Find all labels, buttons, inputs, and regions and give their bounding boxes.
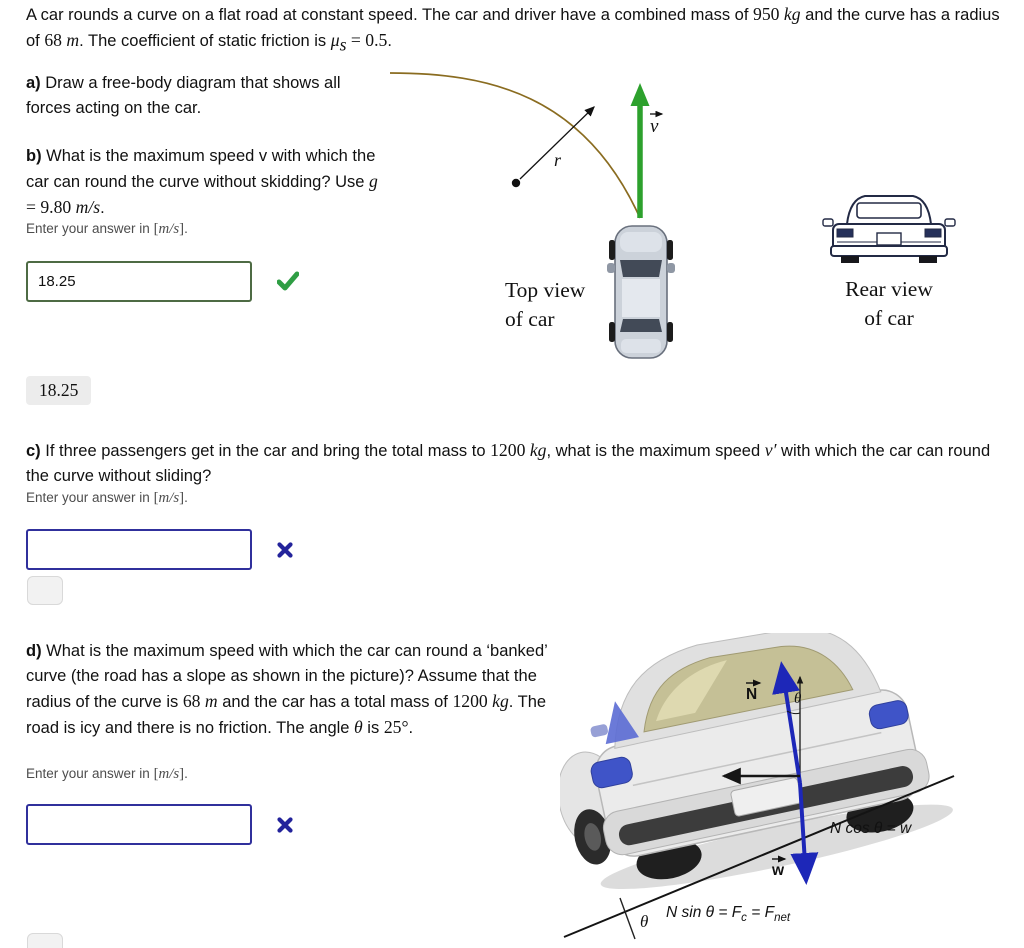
incline-angle-tick bbox=[620, 898, 635, 939]
normal-force-label: N bbox=[746, 686, 758, 703]
correct-check-icon bbox=[277, 271, 299, 296]
part-d-unit-hint: Enter your answer in [m/s]. bbox=[26, 766, 188, 782]
problem-intro: A car rounds a curve on a flat road at constant speed. The car and driver have a combined mass of 950 kg and the curve has a radius of 68 m. The coefficient of static friction is $\mu_s = 0.5$. bbox=[26, 4, 1000, 55]
part-c-text: c) If three passengers get in the car and bring the total mass to 1200 kg, what is the maximum speed v′ with which the car can round the curve without sliding? bbox=[26, 440, 991, 485]
rear-view-caption-line2: of car bbox=[864, 306, 914, 330]
ncos-equation: N cos θ = w bbox=[830, 820, 912, 837]
part-c-unit-hint: Enter your answer in [m/s]. bbox=[26, 490, 188, 506]
previous-answer-chip: 18.25 bbox=[26, 376, 91, 405]
top-view-caption-line1: Top view bbox=[505, 278, 586, 302]
nsin-equation: N $\sin \theta = F_c = F_{net}$ bbox=[666, 904, 791, 924]
part-b-text: b) What is the maximum speed v with which the car can round the curve without skidding? Use g = 9.80 m/s. bbox=[26, 147, 378, 217]
radius-label: r bbox=[554, 150, 562, 170]
weight-label: w bbox=[772, 862, 785, 879]
car-rear-view-drawing bbox=[823, 196, 955, 263]
answer-b-input[interactable] bbox=[26, 261, 252, 302]
banked-curve-figure bbox=[560, 633, 956, 948]
part-a-text: a) Draw a free-body diagram that shows all forces acting on the car. bbox=[26, 74, 341, 117]
part-d-text: d) What is the maximum speed with which the car can round a ‘banked’ curve (the road has a slope as shown in the picture)? Assume that the radius of the curve is 68 m and the car has a total mass of 1200 kg. The road is icy and there is no friction. The angle θ is 25°. bbox=[26, 642, 548, 737]
velocity-label: v bbox=[650, 116, 659, 137]
car-top-view-drawing bbox=[607, 226, 675, 358]
empty-answer-chip bbox=[27, 576, 63, 605]
answer-d-input[interactable] bbox=[26, 804, 252, 845]
radius-origin-dot bbox=[512, 179, 520, 187]
answer-c-input[interactable] bbox=[26, 529, 252, 570]
incline-angle-label: θ bbox=[640, 912, 649, 931]
car-banked-drawing bbox=[560, 633, 956, 909]
theta-top-label: θ bbox=[794, 691, 802, 707]
wrong-x-icon-d bbox=[277, 817, 293, 838]
part-b-unit-hint: Enter your answer in [m/s]. bbox=[26, 221, 188, 237]
rear-view-figure bbox=[814, 186, 964, 341]
wrong-x-icon-c bbox=[277, 542, 293, 563]
top-view-figure bbox=[378, 60, 678, 373]
top-view-caption-line2: of car bbox=[505, 307, 555, 331]
curve-road-line bbox=[390, 73, 640, 218]
rear-view-caption-line1: Rear view bbox=[845, 277, 933, 301]
empty-answer-chip-2 bbox=[27, 933, 63, 948]
velocity-arrowhead bbox=[631, 83, 650, 106]
